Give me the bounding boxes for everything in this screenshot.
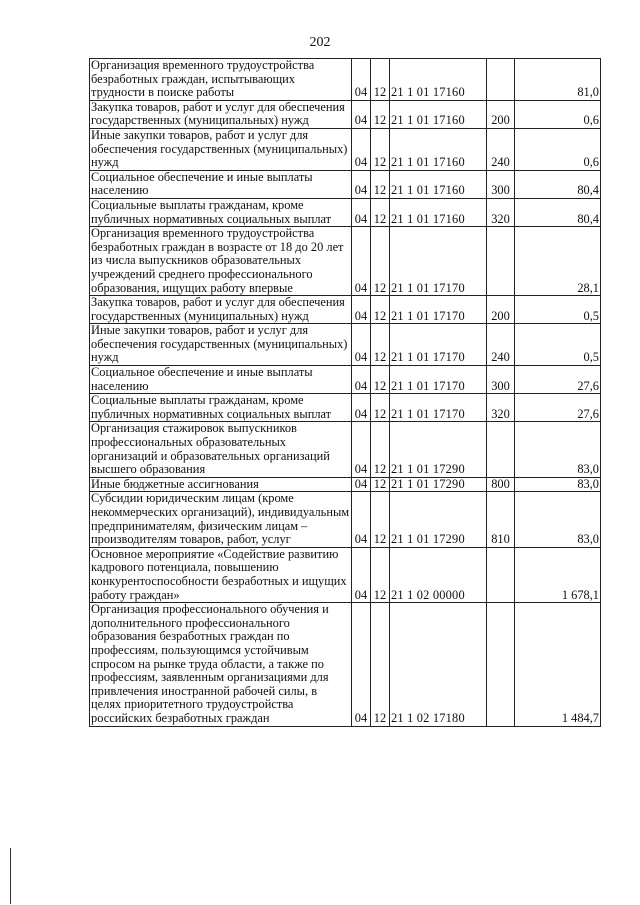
row-name: Иные закупки товаров, работ и услуг для обеспечения государственных (муниципальных) нужд	[90, 324, 352, 366]
row-subsection-code: 12	[371, 59, 390, 101]
row-section-code: 04	[352, 59, 371, 101]
row-section-code: 04	[352, 366, 371, 394]
row-expense-type: 200	[487, 296, 515, 324]
row-amount: 83,0	[515, 492, 601, 547]
row-subsection-code: 12	[371, 100, 390, 128]
row-name: Иные закупки товаров, работ и услуг для обеспечения государственных (муниципальных) нужд	[90, 128, 352, 170]
row-name: Организация временного трудоустройства безработных граждан в возрасте от 18 до 20 лет из числа выпускников образовательных учреждений среднего профессионального образования, ищущих работу впервые	[90, 227, 352, 296]
table-row	[90, 128, 601, 170]
row-expense-type: 240	[487, 324, 515, 366]
budget-table-body	[90, 59, 601, 727]
row-subsection-code: 12	[371, 394, 390, 422]
row-subsection-code: 12	[371, 477, 390, 492]
row-section-code: 04	[352, 603, 371, 726]
row-subsection-code: 12	[371, 170, 390, 198]
row-amount: 0,6	[515, 128, 601, 170]
table-row	[90, 422, 601, 477]
row-expense-type	[487, 547, 515, 602]
row-subsection-code: 12	[371, 603, 390, 726]
row-target-article: 21 1 01 17160	[390, 100, 487, 128]
row-amount: 27,6	[515, 394, 601, 422]
row-amount: 0,5	[515, 324, 601, 366]
row-amount: 83,0	[515, 477, 601, 492]
row-section-code: 04	[352, 100, 371, 128]
row-subsection-code: 12	[371, 366, 390, 394]
row-name: Социальное обеспечение и иные выплаты населению	[90, 170, 352, 198]
row-target-article: 21 1 01 17290	[390, 477, 487, 492]
row-amount: 0,6	[515, 100, 601, 128]
row-amount: 1 678,1	[515, 547, 601, 602]
row-expense-type: 240	[487, 128, 515, 170]
table-row	[90, 603, 601, 726]
row-name: Организация профессионального обучения и дополнительного профессионального образования безработных граждан по профессиям, пользующимся устойчивым спросом на рынке труда области, а также по профессиям, заявленным организациями для привлечения иностранной рабочей силы, в целях приоритетного трудоустройства российских безработных граждан	[90, 603, 352, 726]
table-row	[90, 100, 601, 128]
row-expense-type: 200	[487, 100, 515, 128]
row-subsection-code: 12	[371, 296, 390, 324]
table-row	[90, 296, 601, 324]
row-section-code: 04	[352, 422, 371, 477]
row-subsection-code: 12	[371, 324, 390, 366]
row-target-article: 21 1 01 17160	[390, 59, 487, 101]
row-section-code: 04	[352, 324, 371, 366]
row-expense-type: 810	[487, 492, 515, 547]
row-target-article: 21 1 01 17160	[390, 128, 487, 170]
row-name: Социальное обеспечение и иные выплаты населению	[90, 366, 352, 394]
row-section-code: 04	[352, 170, 371, 198]
row-subsection-code: 12	[371, 547, 390, 602]
row-section-code: 04	[352, 296, 371, 324]
row-target-article: 21 1 02 00000	[390, 547, 487, 602]
row-amount: 27,6	[515, 366, 601, 394]
row-amount: 81,0	[515, 59, 601, 101]
table-row	[90, 394, 601, 422]
row-subsection-code: 12	[371, 492, 390, 547]
table-row	[90, 477, 601, 492]
row-section-code: 04	[352, 128, 371, 170]
row-subsection-code: 12	[371, 422, 390, 477]
table-row	[90, 324, 601, 366]
row-expense-type	[487, 59, 515, 101]
row-target-article: 21 1 01 17170	[390, 394, 487, 422]
row-target-article: 21 1 01 17170	[390, 324, 487, 366]
row-subsection-code: 12	[371, 198, 390, 226]
row-name: Основное мероприятие «Содействие развитию кадрового потенциала, повышению конкурентоспособности безработных и ищущих работу граждан»	[90, 547, 352, 602]
row-target-article: 21 1 01 17160	[390, 170, 487, 198]
row-amount: 80,4	[515, 170, 601, 198]
row-target-article: 21 1 01 17170	[390, 366, 487, 394]
budget-table	[89, 58, 601, 727]
row-section-code: 04	[352, 227, 371, 296]
table-row	[90, 492, 601, 547]
row-expense-type	[487, 422, 515, 477]
table-row	[90, 366, 601, 394]
row-amount: 28,1	[515, 227, 601, 296]
row-target-article: 21 1 01 17290	[390, 422, 487, 477]
row-name: Субсидии юридическим лицам (кроме некоммерческих организаций), индивидуальным предпринимателям, физическим лицам – производителям товаров, работ, услуг	[90, 492, 352, 547]
row-expense-type: 300	[487, 170, 515, 198]
row-target-article: 21 1 01 17160	[390, 198, 487, 226]
table-row	[90, 170, 601, 198]
table-row	[90, 227, 601, 296]
row-amount: 83,0	[515, 422, 601, 477]
margin-line	[10, 848, 11, 904]
row-expense-type: 320	[487, 394, 515, 422]
row-subsection-code: 12	[371, 128, 390, 170]
row-section-code: 04	[352, 198, 371, 226]
row-expense-type	[487, 603, 515, 726]
row-name: Социальные выплаты гражданам, кроме публичных нормативных социальных выплат	[90, 198, 352, 226]
row-expense-type	[487, 227, 515, 296]
row-name: Организация стажировок выпускников профессиональных образовательных организаций и образовательных организаций высшего образования	[90, 422, 352, 477]
row-section-code: 04	[352, 477, 371, 492]
row-section-code: 04	[352, 492, 371, 547]
row-name: Организация временного трудоустройства безработных граждан, испытывающих трудности в поиске работы	[90, 59, 352, 101]
row-target-article: 21 1 01 17290	[390, 492, 487, 547]
row-target-article: 21 1 02 17180	[390, 603, 487, 726]
table-row	[90, 198, 601, 226]
row-name: Закупка товаров, работ и услуг для обеспечения государственных (муниципальных) нужд	[90, 100, 352, 128]
row-expense-type: 800	[487, 477, 515, 492]
row-amount: 1 484,7	[515, 603, 601, 726]
row-amount: 80,4	[515, 198, 601, 226]
row-expense-type: 320	[487, 198, 515, 226]
row-expense-type: 300	[487, 366, 515, 394]
table-row	[90, 547, 601, 602]
row-target-article: 21 1 01 17170	[390, 227, 487, 296]
row-name: Закупка товаров, работ и услуг для обеспечения государственных (муниципальных) нужд	[90, 296, 352, 324]
page-number: 202	[309, 35, 331, 50]
row-section-code: 04	[352, 394, 371, 422]
row-name: Социальные выплаты гражданам, кроме публичных нормативных социальных выплат	[90, 394, 352, 422]
row-amount: 0,5	[515, 296, 601, 324]
row-section-code: 04	[352, 547, 371, 602]
row-name: Иные бюджетные ассигнования	[90, 477, 352, 492]
row-subsection-code: 12	[371, 227, 390, 296]
row-target-article: 21 1 01 17170	[390, 296, 487, 324]
table-row	[90, 59, 601, 101]
